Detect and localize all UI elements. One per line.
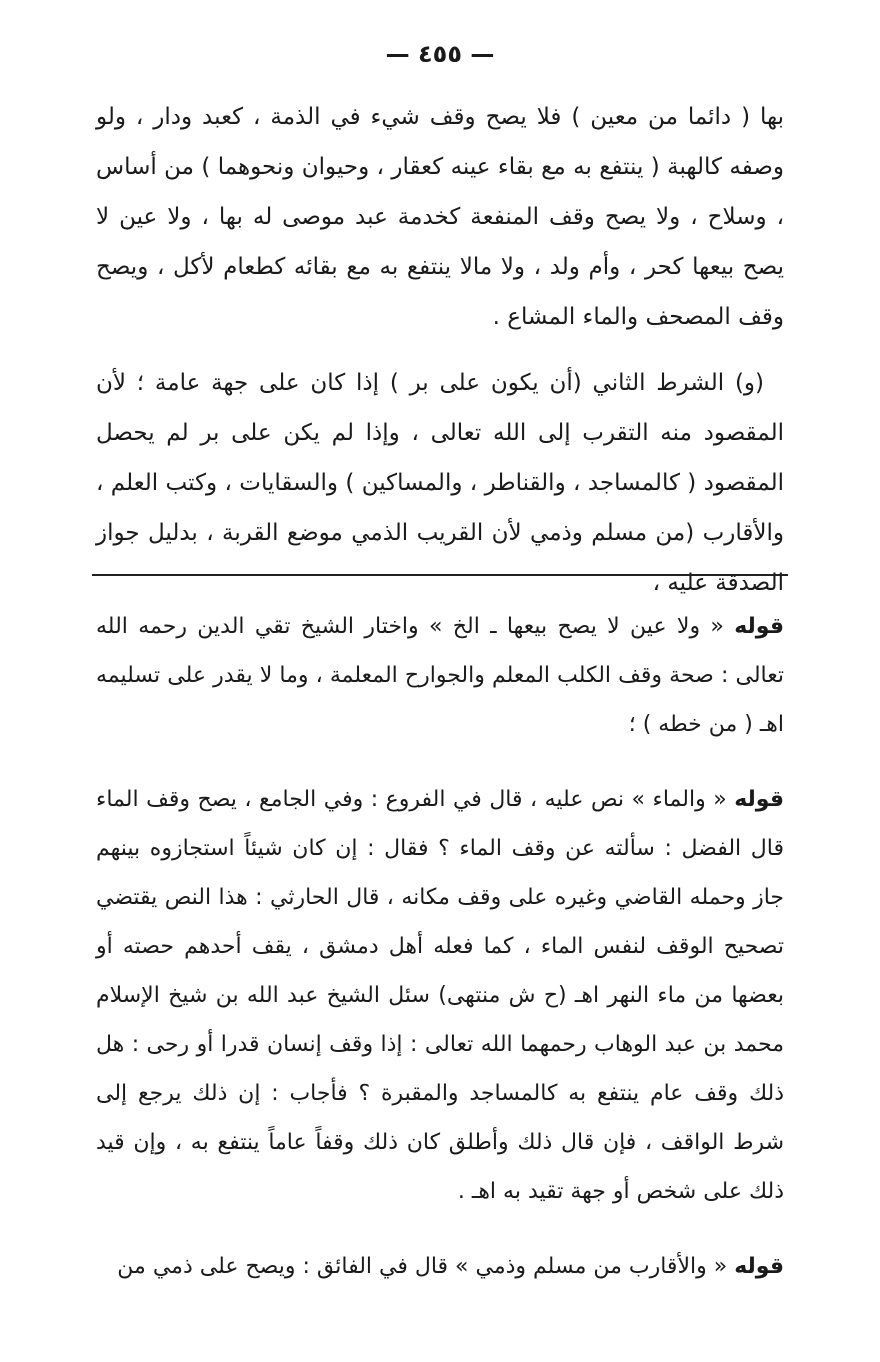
commentary-lead: قوله — [734, 787, 784, 812]
page-number: — ٤٥٥ — — [385, 40, 495, 68]
commentary-paragraph-3 — [96, 1242, 784, 1291]
main-paragraph-2: (و) الشرط الثاني (أن يكون على بر ) إذا كان على جهة عامة ؛ لأن المقصود منه التقرب إلى الله تعالى ، وإذا لم يكن على بر لم يحصل المقصود ( كالمساجد ، والقناطر ، والمساكين ) والسقايات ، وكتب العلم ، والأقارب (من مسلم وذمي لأن القريب الذمي موضع القربة ، بدليل جواز الصدقة عليه ، — [96, 370, 784, 596]
commentary-paragraph-2 — [96, 775, 784, 1216]
commentary-lead: قوله — [734, 1254, 784, 1279]
main-paragraph-1: بها ( دائما من معين ) فلا يصح وقف شيء في الذمة ، كعبد ودار ، ولو وصفه كالهبة ( ينتفع به مع بقاء عينه كعقار ، وحيوان ونحوهما ) من أساس ، وسلاح ، ولا يصح وقف المنفعة كخدمة عبد موصى له بها ، ولا عين لا يصح بيعها كحر ، وأم ولد ، ولا مالا ينتفع به مع بقائه كطعام لأكل ، ويصح وقف المصحف والماء المشاع . — [96, 104, 784, 330]
commentary-paragraph-1 — [96, 602, 784, 749]
main-text — [96, 92, 784, 608]
commentary-lead: قوله — [734, 614, 784, 639]
footnote-divider — [92, 574, 788, 576]
commentary-text: « والماء » نص عليه ، قال في الفروع : وفي الجامع ، يصح وقف الماء قال الفضل : سألته عن وقف الماء ؟ فقال : إن كان شيئاً استجازوه بينهم جاز وحمله القاضي وغيره على وقف مكانه ، قال الحارثي : هذا النص يقتضي تصحيح الوقف لنفس الماء ، كما فعله أهل دمشق ، يقف أحدهم حصته أو بعضها من ماء النهر اهـ (ح ش منتهى) سئل الشيخ عبد الله بن شيخ الإسلام محمد بن عبد الوهاب رحمهما الله تعالى : إذا وقف إنسان قدرا أو رحى : هل ذلك وقف عام ينتفع به كالمساجد والمقبرة ؟ فأجاب : إن ذلك يرجع إلى شرط الواقف ، فإن قال ذلك وأطلق كان ذلك وقفاً عاماً ينتفع به ، وإن قيد ذلك على شخص أو جهة تقيد به اهـ . — [96, 787, 784, 1204]
commentary-text: « والأقارب من مسلم وذمي » قال في الفائق : ويصح على ذمي من — [117, 1254, 735, 1279]
commentary-section — [96, 602, 784, 1291]
commentary-text: « ولا عين لا يصح بيعها ـ الخ » واختار الشيخ تقي الدين رحمه الله تعالى : صحة وقف الكلب المعلم والجوارح المعلمة ، وما لا يقدر على تسليمه اهـ ( من خطه ) ؛ — [96, 614, 784, 737]
